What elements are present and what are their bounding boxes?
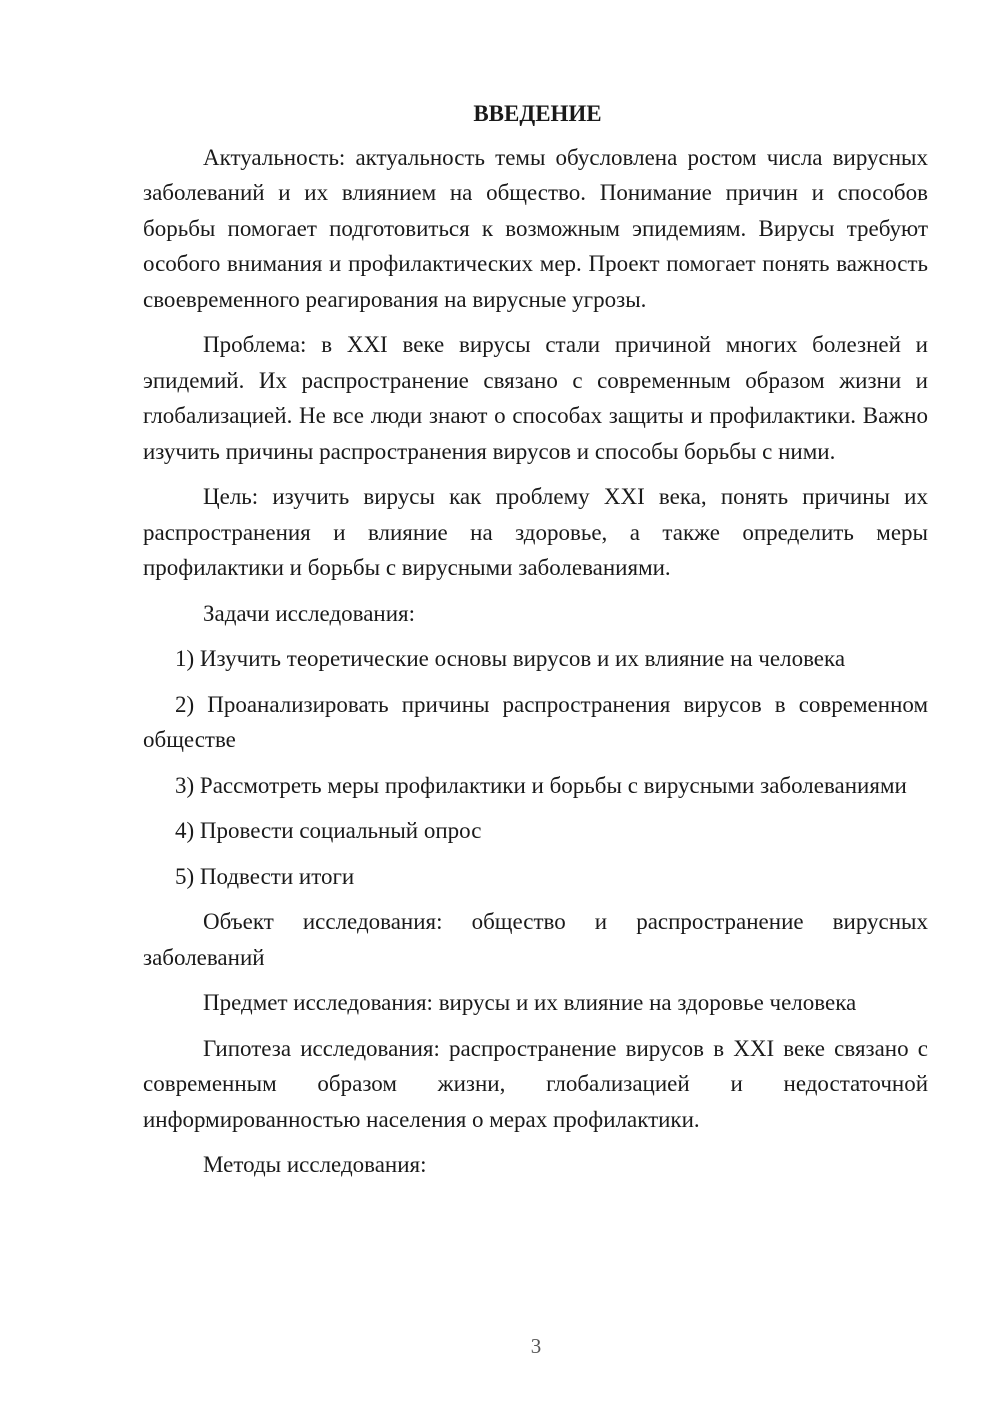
document-page [143,96,928,1193]
task-item-4: 4) Провести социальный опрос [175,818,482,843]
page-number: 3 [530,1334,542,1358]
task-item-3: 3) Рассмотреть меры профилактики и борьбы с вирусными заболеваниями [175,772,907,798]
research-object-paragraph: Объект исследования: общество и распространение вирусных заболеваний [143,909,928,970]
task-item-2: 2) Проанализировать причины распространения вирусов в современном обществе [143,691,928,752]
page-title: ВВЕДЕНИЕ [473,101,602,126]
research-subject-paragraph: Предмет исследования: вирусы и их влияние на здоровье человека [203,990,857,1015]
methods-heading: Методы исследования: [203,1152,427,1177]
relevance-paragraph: Актуальность: актуальность темы обусловлена ростом числа вирусных заболеваний и их влиянием на общество. Понимание причин и способов борьбы помогает подготовиться к возможным эпидемиям. Вирусы требуют особого внимания и профилактических мер. Проект помогает понять важность своевременного реагирования на вирусные угрозы. [143,144,928,312]
goal-paragraph: Цель: изучить вирусы как проблему XXI века, понять причины их распространения и влияние на здоровье, а также определить меры профилактики и борьбы с вирусными заболеваниями. [143,484,928,580]
problem-paragraph: Проблема: в XXI веке вирусы стали причиной многих болезней и эпидемий. Их распространение связано с современным образом жизни и глобализацией. Не все люди знают о способах защиты и профилактики. Важно изучить причины распространения вирусов и способы борьбы с ними. [143,332,928,464]
tasks-heading: Задачи исследования: [203,600,416,626]
hypothesis-paragraph: Гипотеза исследования: распространение вирусов в XXI веке связано с современным образом жизни, глобализацией и недостаточной информированностью населения о мерах профилактики. [143,1035,928,1132]
task-item-1: 1) Изучить теоретические основы вирусов и их влияние на человека [175,646,846,671]
task-item-5: 5) Подвести итоги [175,863,355,889]
